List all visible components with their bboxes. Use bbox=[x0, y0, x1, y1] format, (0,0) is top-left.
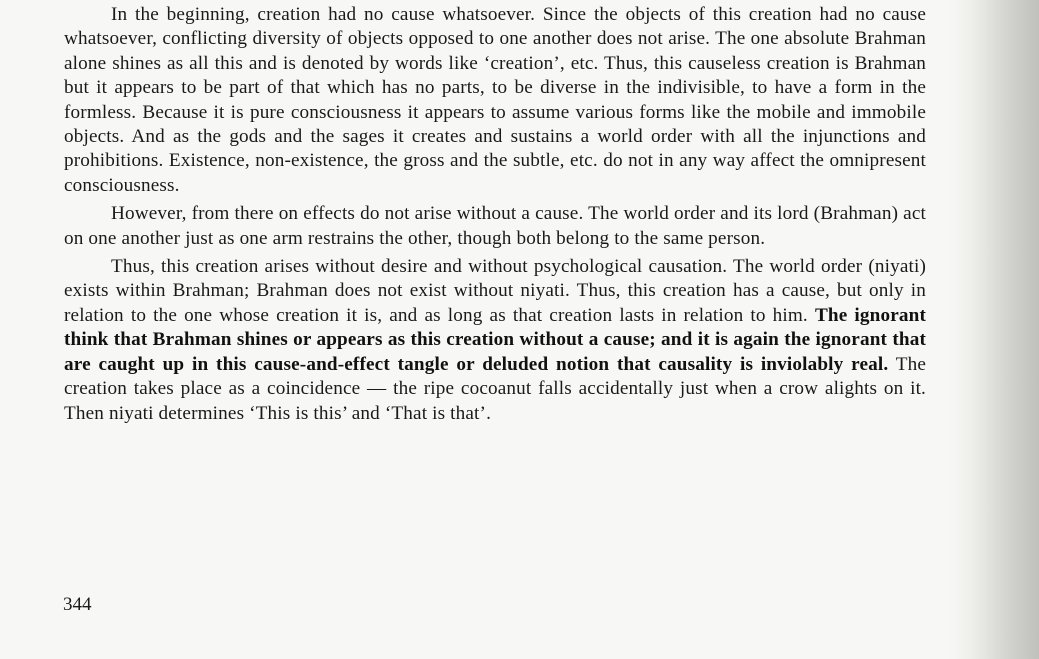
paragraph-3-text-a: Thus, this creation arises without desire and without psychological causation. The world order (niyati) exists within Brahman; Brahman does not exist without niyati. Thus, this creation has a cause, but only in relation to the one whose creation it is, and as long as that creation lasts in relation to him. bbox=[64, 256, 926, 326]
paragraph-3 bbox=[64, 255, 926, 426]
page-edge-shadow bbox=[969, 0, 1039, 659]
paragraph-3-text-b: The creation takes place as a coincidence — the ripe cocoanut falls accidentally just when a crow alights on it. Then niyati determines ‘This is this’ and ‘That is that’. bbox=[64, 353, 926, 424]
paragraph-1 bbox=[64, 3, 926, 198]
page-number: 344 bbox=[63, 594, 92, 615]
paragraph-2-text: However, from there on effects do not arise without a cause. The world order and its lord (Brahman) act on one another just as one arm restrains the other, though both belong to the same person. bbox=[64, 203, 926, 249]
body-text bbox=[64, 3, 926, 430]
paragraph-2 bbox=[64, 202, 926, 251]
paragraph-1-text: In the beginning, creation had no cause whatsoever. Since the objects of this creation had no cause whatsoever, conflicting diversity of objects opposed to one another does not arise. The one absolute Brahman alone shines as all this and is denoted by words like ‘creation’, etc. Thus, this causeless creation is Brahman but it appears to be part of that which has no parts, to be diverse in the indivisible, to have a form in the formless. Because it is pure consciousness it appears to assume various forms like the mobile and immobile objects. And as the gods and the sages it creates and sustains a world order with all the injunctions and prohibitions. Existence, non-existence, the gross and the subtle, etc. do not in any way affect the omnipresent consciousness. bbox=[64, 4, 926, 196]
paragraph-3-bold-text: The ignorant think that Brahman shines or appears as this creation without a cause; and it is again the ignorant that are caught up in this cause-and-effect tangle or deluded notion that causality is inviolably real. bbox=[64, 304, 926, 375]
